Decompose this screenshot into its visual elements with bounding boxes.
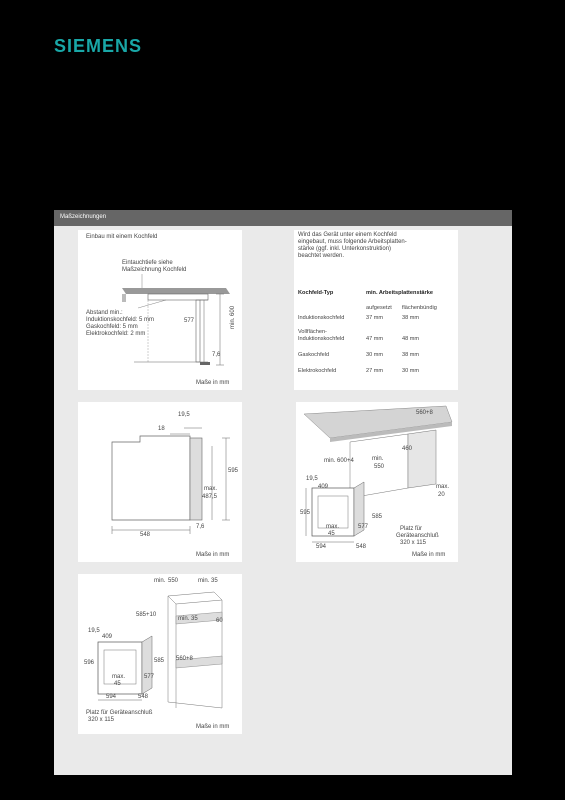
dim-45: 45	[328, 531, 335, 537]
section-header: Maßzeichnungen	[54, 210, 512, 226]
note-line-1: Platz für Geräteanschluß	[86, 710, 153, 716]
drawing-tall-unit	[78, 574, 242, 734]
row-type: Gaskochfeld	[298, 352, 330, 358]
dim-18: 18	[158, 426, 165, 432]
siemens-logo: SIEMENS	[54, 36, 143, 56]
dim-550: 550	[374, 464, 385, 470]
dim-596: 596	[84, 660, 95, 666]
row-type: Vollflächen-	[298, 329, 327, 335]
col-header-thickness: min. Arbeitsplattenstärke	[366, 290, 433, 296]
col-header-type: Kochfeld-Typ	[298, 290, 334, 296]
row-type: Induktionskochfeld	[298, 315, 345, 321]
info-text-3: stärke (ggf. inkl. Unterkonstruktion)	[298, 246, 392, 252]
dim-548: 548	[356, 544, 367, 550]
dim-585-b: 585	[154, 658, 165, 664]
row-b: 38 mm	[402, 352, 420, 358]
dim-409: 409	[102, 634, 113, 640]
note-line-1: Eintauchtiefe siehe	[122, 260, 173, 266]
row-b: 38 mm	[402, 315, 420, 321]
note-line-2: Maßzeichnung Kochfeld	[122, 267, 187, 273]
dim-550: 550	[168, 578, 179, 584]
dim-585: 585+10	[136, 612, 157, 618]
dim-19-5: 19,5	[178, 412, 190, 418]
dim-594: 594	[106, 694, 117, 700]
row-type: Elektrokochfeld	[298, 368, 337, 374]
dim-585: 585	[372, 514, 383, 520]
row-b: 48 mm	[402, 336, 420, 342]
sub-header-surface: aufgesetzt	[366, 305, 392, 311]
dim-20: 20	[438, 492, 445, 498]
distance-gas: Gaskochfeld: 5 mm	[86, 324, 138, 330]
dim-min-35: min. 35	[178, 616, 198, 622]
worktop-thickness-table	[294, 230, 458, 390]
dim-min-600: min. 600+4	[324, 458, 354, 464]
row-a: 37 mm	[366, 315, 384, 321]
drawing-title: Einbau mit einem Kochfeld	[86, 234, 158, 240]
dim-min-35-top: min. 35	[198, 578, 218, 584]
dim-409: 409	[318, 484, 329, 490]
info-text-1: Wird das Gerät unter einem Kochfeld	[298, 232, 397, 238]
dim-45: 45	[114, 681, 121, 687]
drawing-side-view	[78, 402, 242, 562]
dim-577: 577	[184, 318, 195, 324]
drawing-under-worktop	[296, 402, 458, 562]
row-a: 30 mm	[366, 352, 384, 358]
info-text-2: eingebaut, muss folgende Arbeitsplatten-	[298, 239, 407, 245]
info-text-4: beachtet werden.	[298, 253, 345, 259]
dim-560: 560+8	[176, 656, 193, 662]
dim-577: 577	[144, 674, 155, 680]
units-label: Maße in mm	[196, 724, 230, 730]
dimension-drawings-panel	[54, 210, 512, 775]
note-line-3: 320 x 115	[400, 540, 426, 546]
dim-min: min.	[372, 456, 384, 462]
dim-548: 548	[140, 532, 151, 538]
note-line-1: Platz für	[400, 526, 423, 532]
dim-7-6: 7,6	[196, 524, 205, 530]
note-line-2: Geräteanschluß	[396, 533, 439, 539]
dim-560: 560+8	[416, 410, 433, 416]
dim-max: max.	[112, 674, 126, 680]
dim-max: max.	[326, 524, 340, 530]
row-a: 27 mm	[366, 368, 384, 374]
dim-548: 548	[138, 694, 149, 700]
dim-min: min.	[154, 578, 166, 584]
dim-60: 60	[216, 618, 223, 624]
row-type-2: Induktionskochfeld	[298, 336, 345, 342]
units-label: Maße in mm	[412, 552, 446, 558]
dim-595: 595	[300, 510, 311, 516]
dim-595: 595	[228, 468, 239, 474]
row-b: 30 mm	[402, 368, 420, 374]
units-label: Maße in mm	[196, 552, 230, 558]
note-line-2: 320 x 115	[88, 717, 114, 723]
dim-487-5: 487,5	[202, 494, 218, 500]
row-a: 47 mm	[366, 336, 384, 342]
units-label: Maße in mm	[196, 380, 230, 386]
dim-19-5: 19,5	[88, 628, 100, 634]
dim-19-5: 19,5	[306, 476, 318, 482]
dim-max-20-label: max.	[436, 484, 450, 490]
dim-max: max.	[204, 486, 218, 492]
drawing-under-hob	[78, 230, 242, 390]
dim-577: 577	[358, 524, 369, 530]
distance-label: Abstand min.:	[86, 310, 123, 316]
distance-induction: Induktionskochfeld: 5 mm	[86, 317, 155, 323]
distance-electric: Elektrokochfeld: 2 mm	[86, 331, 146, 337]
dim-7-6: 7,6	[212, 352, 221, 358]
dim-min-600: min. 600	[230, 305, 237, 329]
sub-header-flush: flächenbündig	[402, 305, 437, 311]
dim-594: 594	[316, 544, 327, 550]
dim-460: 460	[402, 446, 413, 452]
